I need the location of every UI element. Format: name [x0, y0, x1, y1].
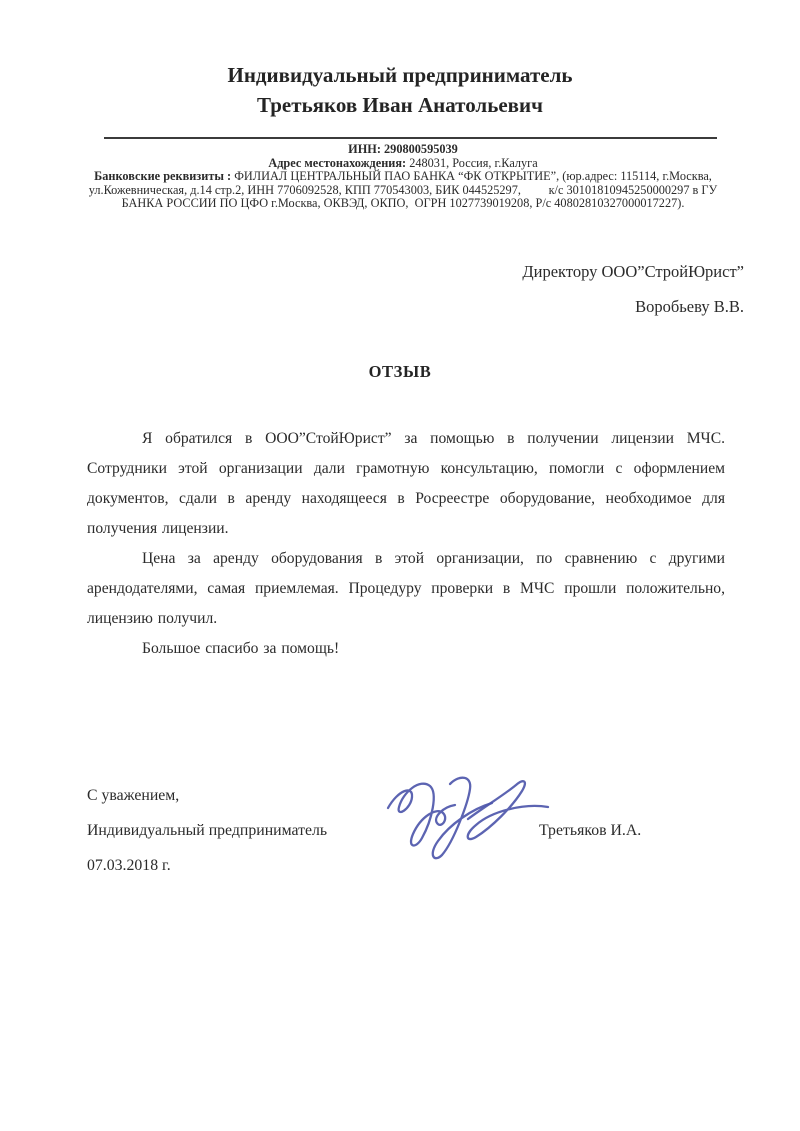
- letterhead: [0, 60, 800, 120]
- closing-signer-name: Третьяков И.А.: [539, 822, 642, 839]
- bank-line-3: БАНКА РОССИИ ПО ЦФО г.Москва, ОКВЭД, ОКПО, ОГРН 1027739019208, Р/с 40802810327000017227).: [121, 196, 685, 210]
- closing-role: Индивидуальный предприниматель: [87, 822, 328, 839]
- paragraph-line: получения лицензии.: [87, 520, 229, 537]
- inn-line: [58, 143, 748, 157]
- paragraph: [87, 544, 725, 634]
- letter-body: [87, 424, 725, 664]
- document-title: ОТЗЫВ: [368, 362, 432, 381]
- addressee-block: [522, 254, 744, 324]
- paragraph: [87, 634, 725, 664]
- addressee-line1: Директору ООО”СтройЮрист”: [522, 262, 744, 281]
- paragraph-line: Большое спасибо за помощь!: [142, 640, 340, 657]
- requisites-block: [58, 143, 748, 211]
- paragraph-line: Сотрудники этой организации дали грамотную консультацию, помогли с оформлением: [87, 460, 725, 477]
- letterhead-divider: [104, 137, 717, 139]
- inn-value: ИНН: 290800595039: [348, 142, 458, 156]
- paragraph: [87, 424, 725, 544]
- paragraph-line: арендодателями, самая приемлемая. Процедуру проверки в МЧС прошли положительно,: [87, 580, 725, 597]
- closing-role-row: [87, 821, 727, 856]
- bank-line-1-text: ФИЛИАЛ ЦЕНТРАЛЬНЫЙ ПАО БАНКА “ФК ОТКРЫТИЕ”, (юр.адрес: 115114, г.Москва,: [231, 169, 712, 183]
- letterhead-line2: Третьяков Иван Анатольевич: [257, 93, 543, 117]
- closing-block: [87, 786, 727, 891]
- bank-line-2: ул.Кожевническая, д.14 стр.2, ИНН 7706092528, КПП 770543003, БИК 044525297, к/с 30101810945250000297 в ГУ: [88, 182, 718, 197]
- addressee-line2: Воробьеву В.В.: [635, 297, 744, 316]
- bank-line-1: [58, 170, 748, 184]
- paragraph-line: лицензию получил.: [87, 610, 218, 627]
- paragraph-line: Цена за аренду оборудования в этой организации, по сравнению с другими: [142, 550, 725, 567]
- letterhead-line1: Индивидуальный предприниматель: [227, 63, 573, 87]
- paragraph-line: Я обратился в ООО”СтойЮрист” за помощью в получении лицензии МЧС.: [142, 430, 725, 447]
- address-line: [58, 157, 748, 171]
- closing-regards: С уважением,: [87, 787, 180, 804]
- closing-date: 07.03.2018 г.: [87, 857, 171, 874]
- address-label: Адрес местонахождения:: [268, 155, 407, 170]
- paragraph-line: документов, сдали в аренду находящееся в Росреестре оборудование, необходимое для: [87, 490, 725, 507]
- bank-label: Банковские реквизиты :: [94, 169, 232, 183]
- address-value: 248031, Россия, г.Калуга: [406, 155, 538, 170]
